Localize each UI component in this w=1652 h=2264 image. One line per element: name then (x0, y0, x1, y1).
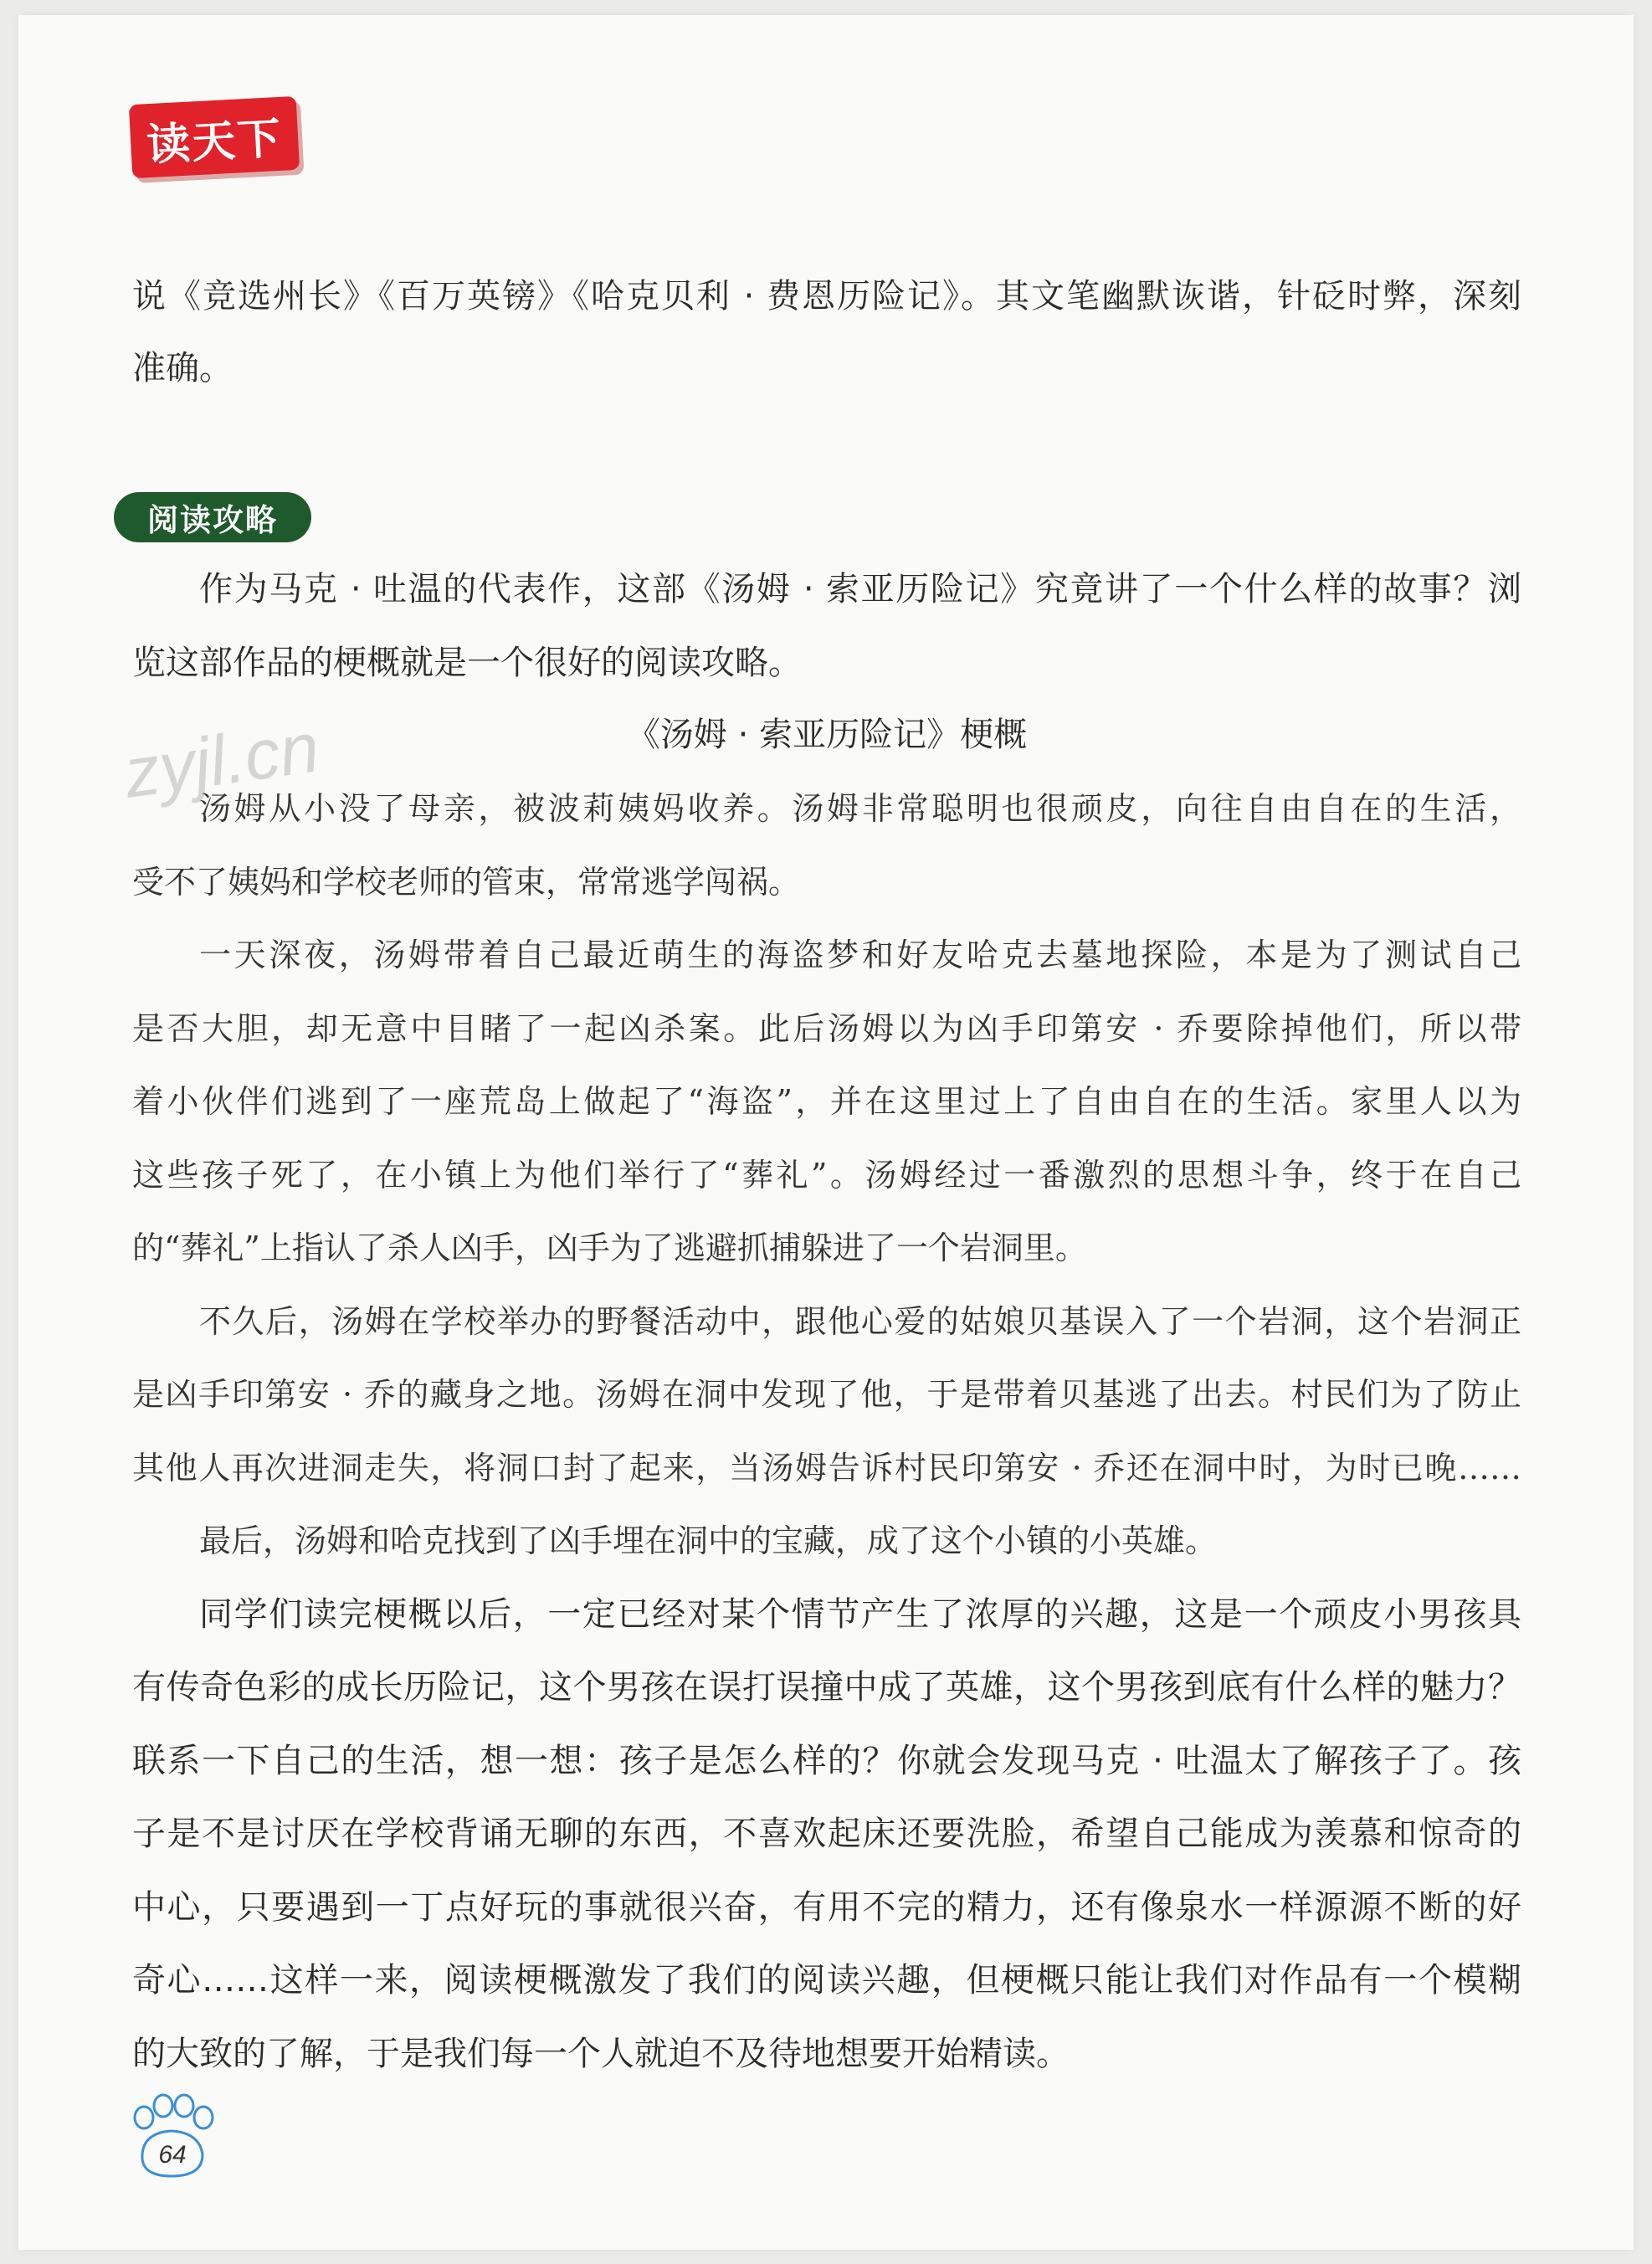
intro-line: 准确。 (132, 349, 233, 388)
intro-line: 说《竞选州长》《百万英镑》《哈克贝利 · 费恩历险记》。其文笔幽默诙谐，针砭时弊，深刻 (132, 277, 1521, 316)
synopsis-line: 其他人再次进洞走失，将洞口封了起来，当汤姆告诉村民印第安 · 乔还在洞中时，为时已晚…… (132, 1450, 1521, 1486)
synopsis-title: 《汤姆 · 索亚历险记》梗概 (626, 716, 1028, 754)
reading-strategy-tag (114, 492, 311, 542)
paragraph-line: 的大致的了解，于是我们每一个人就迫不及待地想要开始精读。 (132, 2035, 1070, 2073)
synopsis-line: 汤姆从小没了母亲，被波莉姨妈收养。汤姆非常聪明也很顽皮，向往自由自在的生活， (199, 790, 1521, 827)
section-banner (129, 96, 300, 178)
banner-text: 读天下 (145, 113, 284, 171)
paragraph-line: 联系一下自己的生活，想一想：孩子是怎么样的？你就会发现马克 · 吐温太了解孩子了。孩 (132, 1742, 1521, 1780)
paragraph-line: 有传奇色彩的成长历险记，这个男孩在误打误撞中成了英雄，这个男孩到底有什么样的魅力？ (132, 1668, 1521, 1707)
synopsis-line: 的“葬礼”上指认了杀人凶手，凶手为了逃避抓捕躲进了一个岩洞里。 (132, 1230, 1087, 1266)
paragraph-line: 中心，只要遇到一丁点好玩的事就很兴奋，有用不完的精力，还有像泉水一样源源不断的好 (132, 1888, 1521, 1927)
paragraph-line: 同学们读完梗概以后，一定已经对某个情节产生了浓厚的兴趣，这是一个顽皮小男孩具 (199, 1595, 1521, 1634)
synopsis-line: 最后，汤姆和哈克找到了凶手埋在洞中的宝藏，成了这个小镇的小英雄。 (199, 1522, 1218, 1559)
synopsis-line: 是否大胆，却无意中目睹了一起凶杀案。此后汤姆以为凶手印第安 · 乔要除掉他们，所以带 (132, 1010, 1521, 1047)
synopsis-line: 着小伙伴们逃到了一座荒岛上做起了“海盗”，并在这里过上了自由自在的生活。家里人以为 (132, 1083, 1521, 1120)
watermark: zyjl.cn (119, 707, 324, 813)
synopsis-line: 一天深夜，汤姆带着自己最近萌生的海盗梦和好友哈克去墓地探险，本是为了测试自己 (199, 937, 1521, 973)
paragraph-line: 子是不是讨厌在学校背诵无聊的东西，不喜欢起床还要洗脸，希望自己能成为羡慕和惊奇的 (132, 1815, 1521, 1853)
paragraph-line: 览这部作品的梗概就是一个很好的阅读攻略。 (132, 644, 802, 682)
synopsis-line: 不久后，汤姆在学校举办的野餐活动中，跟他心爱的姑娘贝基误入了一个岩洞，这个岩洞正 (199, 1303, 1521, 1340)
tag-text: 阅读攻略 (147, 502, 278, 538)
synopsis-line: 这些孩子死了，在小镇上为他们举行了“葬礼”。汤姆经过一番激烈的思想斗争，终于在自己 (132, 1157, 1521, 1194)
paw-print-icon (126, 2092, 218, 2184)
paragraph-line: 奇心……这样一来，阅读梗概激发了我们的阅读兴趣，但梗概只能让我们对作品有一个模糊 (132, 1961, 1521, 2000)
synopsis-line: 是凶手印第安 · 乔的藏身之地。汤姆在洞中发现了他，于是带着贝基逃了出去。村民们为了防止 (132, 1376, 1521, 1413)
synopsis-line: 受不了姨妈和学校老师的管束，常常逃学闯祸。 (132, 864, 801, 901)
paragraph-line: 作为马克 · 吐温的代表作，这部《汤姆 · 索亚历险记》究竟讲了一个什么样的故事？浏 (199, 570, 1521, 608)
page-number: 64 (158, 2141, 187, 2169)
